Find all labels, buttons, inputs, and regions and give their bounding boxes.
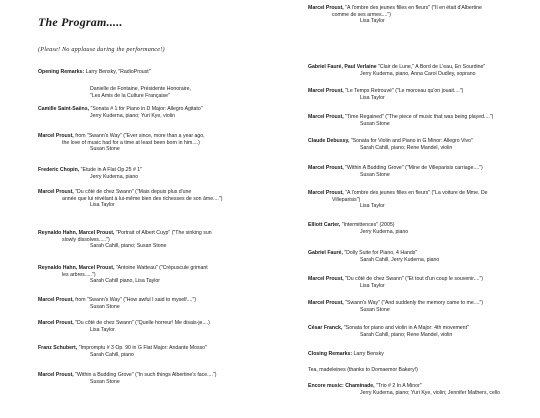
entry-performers: Sarah Cahill, Jerry Kuderna, piano	[360, 256, 440, 263]
program-entry	[308, 88, 536, 101]
entry-work: "Clair de Lune," A Bord de L'eau, En Sourdine"	[376, 64, 486, 70]
entry-performers: Jerry Kuderna, piano; Yuri Kye, violin; Jennifer Mathers, cello	[360, 389, 501, 396]
entry-work: "Sonata for piano and violin in A Major: 4th movement"	[342, 325, 469, 331]
entry-line	[38, 265, 300, 272]
entry-performers: Susan Stone	[90, 146, 120, 153]
program-entry	[38, 297, 300, 310]
program-entry	[308, 222, 536, 235]
program-entry	[308, 190, 536, 210]
entry-composer: Frederic Chopin,	[38, 167, 80, 173]
entry-performers: Lisa Taylor	[90, 202, 115, 209]
entry-composer: Marcel Proust,	[38, 320, 74, 326]
entry-line	[38, 189, 300, 196]
entry-line	[308, 5, 536, 12]
entry-performers: Sarah Cahill, piano; Rene Mandel, violin	[360, 331, 453, 338]
program-entry	[38, 189, 300, 209]
entry-line	[38, 297, 300, 304]
entry-line	[308, 64, 536, 71]
program-entry	[308, 165, 536, 178]
program-entry	[308, 64, 536, 77]
entry-composer: Marcel Proust,	[308, 88, 344, 94]
entry-work: from "Swann's Way" ("Ever since, more than a year ago,	[73, 133, 205, 139]
entry-work: "Within a Budding Grove" ("In such things Albertine's face....")	[73, 372, 217, 378]
entry-performers: Danielle de Fontaine, Présidente Honoraire,	[90, 86, 191, 92]
entry-performers: Susan Stone	[90, 378, 120, 385]
entry-composer: Marcel Proust,	[308, 190, 344, 196]
entry-line	[38, 69, 300, 76]
entry-line	[308, 222, 536, 229]
entry-composer: Marcel Proust,	[38, 189, 74, 195]
entry-line	[308, 325, 536, 332]
entry-line	[38, 345, 300, 352]
entry-work: "Dolly Suite for Piano, 4 Hands"	[342, 250, 418, 256]
entry-work: "Du côté de chez Swann" ("Et tout d'un coup le souvenir....")	[343, 276, 484, 282]
entry-performers: Susan Stone	[360, 120, 390, 127]
entry-line	[308, 367, 536, 374]
entry-continuation: Villeparisis")	[332, 196, 361, 203]
entry-composer: Gabriel Fauré,	[308, 250, 343, 256]
entry-continuation: slowly dissolves.....")	[62, 236, 110, 243]
entry-performers: Sarah Cahill, piano; Susan Stone	[90, 243, 167, 250]
entry-composer: Reynaldo Hahn, Marcel Proust,	[38, 230, 115, 236]
entry-performers: Lisa Taylor	[360, 203, 385, 210]
entry-performers: Lisa Taylor	[360, 282, 385, 289]
entry-work: "Du côté de chez Swann" ("Quelle horreur! Me disais-je....)	[73, 320, 210, 326]
entry-composer: Marcel Proust,	[308, 114, 344, 120]
entry-work: "Intermittences" (2005)	[340, 222, 395, 228]
entry-work: "Etude in A Flat Op.25 # 1"	[79, 167, 143, 173]
program-left-column	[38, 0, 300, 385]
entry-continuation: comme de ses armes....")	[332, 11, 391, 18]
program-entry	[308, 325, 536, 338]
entry-work: "Swann's Way" ("And suddenly the memory came to me....")	[343, 300, 484, 306]
entry-line	[38, 133, 300, 140]
entry-work: "Impromptu # 3 Op. 90 in G Flat Major: Andante Mosso"	[77, 345, 207, 351]
entry-composer: Marcel Proust,	[38, 297, 74, 303]
entry-composer: César Franck,	[308, 325, 343, 331]
entry-composer: Marcel Proust,	[38, 372, 74, 378]
entry-work: "Sonata # 1 for Piano in D Major: Allegro Agitato"	[89, 106, 203, 112]
entry-work: "A l'ombre des jeunes filles en fleurs" ("La voiture de Mme. De	[343, 190, 488, 196]
entry-line	[38, 106, 300, 113]
program-entry	[38, 230, 300, 250]
entry-line	[38, 372, 300, 379]
entry-composer: Marcel Proust,	[308, 165, 344, 171]
entry-performers: Sarah Cahill, piano	[90, 351, 134, 358]
entry-composer: Marcel Proust,	[308, 276, 344, 282]
applause-note: (Please! No applause during the performance!)	[38, 46, 165, 53]
program-title: The Program.....	[38, 15, 123, 29]
program-entry	[38, 265, 300, 285]
program-entry	[308, 351, 536, 358]
entry-performers: Sarah Cahill piano, Lisa Taylor	[90, 278, 160, 285]
entry-composer: Closing Remarks:	[308, 351, 353, 357]
program-entry	[38, 320, 300, 333]
program-entry	[308, 250, 536, 263]
program-entry	[38, 345, 300, 358]
program-entry	[38, 86, 300, 99]
entry-line	[308, 300, 536, 307]
entry-work: Larry Bensky, "RadioProust"	[84, 69, 151, 75]
entry-performers: Lisa Taylor	[360, 18, 385, 25]
entry-line	[308, 138, 536, 145]
entry-continuation: année que lui révélant à lui-même bien des richesses de son âme....")	[62, 195, 223, 202]
entry-composer: Encore music: Chaminade,	[308, 383, 375, 389]
entry-performers: Sarah Cahill, piano; Rene Mandel, violin	[360, 144, 453, 151]
entry-work: "Time Regained" ("The piece of music that was being played....")	[343, 114, 494, 120]
entry-performers: Jerry Kuderna, piano	[90, 173, 139, 180]
entry-line	[38, 167, 300, 174]
entry-performers: Lisa Taylor	[90, 326, 115, 333]
program-entry	[38, 69, 300, 76]
entry-line	[308, 276, 536, 283]
entry-line	[308, 250, 536, 257]
entry-composer: Elliott Carter,	[308, 222, 341, 228]
entry-line	[308, 165, 536, 172]
entry-line	[308, 190, 536, 197]
entry-performers: "Les Amis de la Culture Française"	[90, 92, 170, 99]
entry-composer: Reynaldo Hahn, Marcel Proust,	[38, 265, 115, 271]
program-entry	[308, 114, 536, 127]
program-entry	[308, 383, 536, 396]
entry-work: "Le Temps Retrouvé" ("Le morceau qu'on jouait....")	[343, 88, 464, 94]
entry-work: "Du côté de chez Swann" ("Mais depuis plus d'une	[73, 189, 192, 195]
program-entry	[308, 5, 536, 25]
program-entry	[38, 167, 300, 180]
program-entry	[38, 106, 300, 119]
program-entry	[308, 276, 536, 289]
entry-composer: Franz Schubert,	[38, 345, 78, 351]
entry-work: from "Swann's Way" ("How awful I said to myself....")	[73, 297, 197, 303]
entry-performers: Jerry Kuderna, piano	[360, 228, 409, 235]
entry-line	[308, 114, 536, 121]
entry-work: Larry Bensky	[352, 351, 384, 357]
entry-composer: Marcel Proust,	[308, 300, 344, 306]
entry-line	[308, 383, 536, 390]
entry-work: "Antoine Watteau" ("Crépuscule grimant	[114, 265, 208, 271]
entry-work: Tea, madeleines (thanks to Domaemor Bakery!)	[308, 367, 418, 373]
entry-performers: Jerry Kuderna, piano; Yuri Kye, violin	[90, 112, 175, 119]
program-entry	[38, 372, 300, 385]
entry-composer: Camille Saint-Saëns,	[38, 106, 90, 112]
program-entry	[308, 300, 536, 313]
entry-work: "Sonata for Violin and Piano in G Minor: Allegro Vivo"	[349, 138, 473, 144]
entry-work: "Portrait of Albert Cuyp" ("The sinking sun	[114, 230, 212, 236]
entry-performers: Susan Stone	[360, 171, 390, 178]
entry-composer: Claude Debussy,	[308, 138, 350, 144]
entry-composer: Marcel Proust,	[308, 5, 344, 11]
entry-work: "Within A Budding Grove" ("Mine de Villeparisis carriage....")	[343, 165, 483, 171]
entry-performers: Lisa Taylor	[360, 94, 385, 101]
entry-line	[38, 230, 300, 237]
entry-performers: Susan Stone	[360, 306, 390, 313]
program-entry	[308, 367, 536, 374]
program-entry	[38, 133, 300, 153]
entry-line	[308, 88, 536, 95]
entry-performers: Susan Stone	[90, 303, 120, 310]
entry-performers: Jerry Kuderna, piano, Anna Carol Dudley, soprano	[360, 70, 476, 77]
program-entry	[308, 138, 536, 151]
entry-line	[38, 320, 300, 327]
entry-composer: Gabriel Fauré, Paul Verlaine	[308, 64, 377, 70]
entry-composer: Opening Remarks:	[38, 69, 85, 75]
entry-work: "A l'ombre des jeunes filles en fleurs" ("Il en était d'Albertine	[343, 5, 482, 11]
entry-continuation: les arbres.....")	[62, 271, 96, 278]
entry-composer: Marcel Proust,	[38, 133, 74, 139]
entry-work: "Trio # 2 In A Minor"	[374, 383, 422, 389]
entry-line	[308, 351, 536, 358]
entry-continuation: the love of music had for a time at least been born in him....)	[62, 139, 200, 146]
